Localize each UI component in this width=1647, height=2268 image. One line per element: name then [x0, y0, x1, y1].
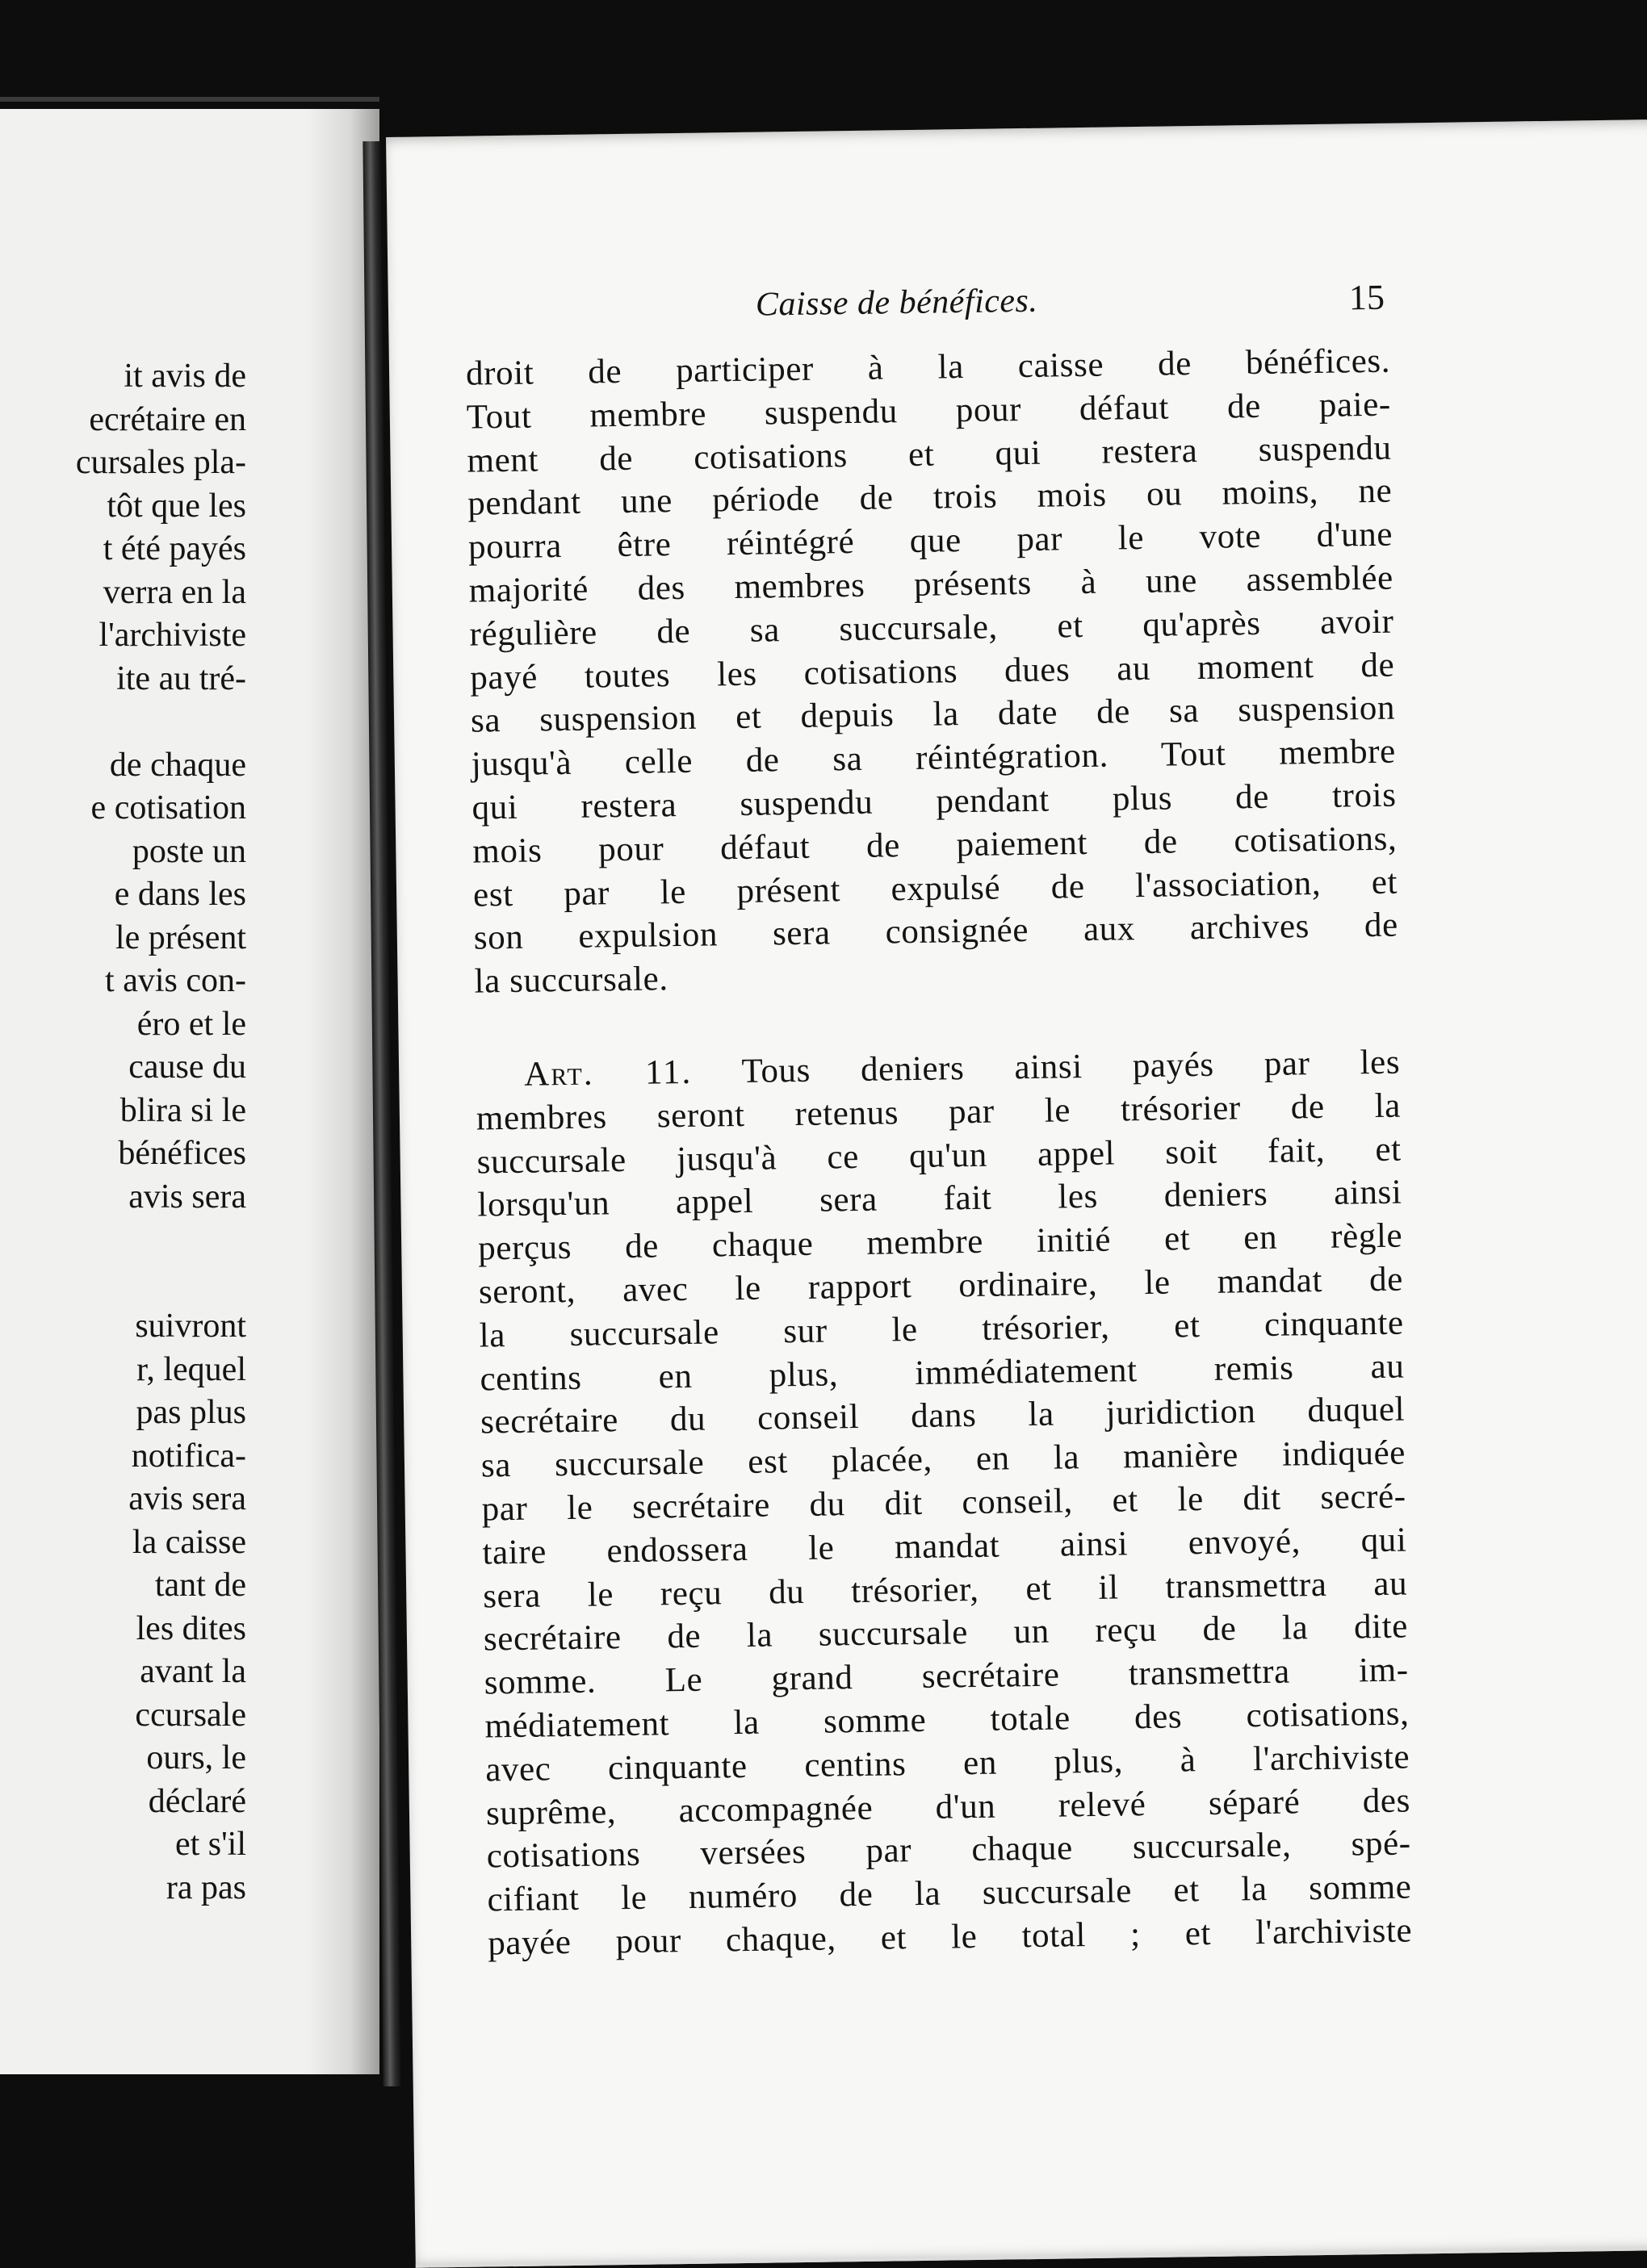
text-line: pourra être réintégré que par le vote d'une	[467, 515, 1393, 567]
text-line: la succursale sur le trésorier, et cinquante	[479, 1303, 1404, 1355]
facing-page-line: éro et le	[136, 1005, 246, 1043]
scan-edge	[0, 97, 379, 102]
text-line: suprême, accompagnée d'un relevé séparé des	[485, 1781, 1411, 1832]
text-line: médiatement la somme totale des cotisations,	[484, 1694, 1410, 1746]
text-line: son expulsion sera consignée aux archives de	[473, 906, 1399, 957]
text-line: est par le présent expulsé de l'association, et	[472, 863, 1398, 914]
facing-page-line: tant de	[154, 1567, 246, 1604]
facing-page-line: poste un	[132, 832, 246, 870]
facing-page-line: ecrétaire en	[89, 400, 246, 438]
paragraph-1	[466, 340, 1399, 1004]
page-bottom-edge	[416, 2246, 1647, 2267]
facing-page-line: déclaré	[148, 1782, 246, 1820]
facing-page-line: suivront	[135, 1308, 246, 1345]
facing-page-line: avis sera	[128, 1480, 246, 1517]
text-line: centins en plus, immédiatement remis au	[480, 1347, 1405, 1399]
facing-page-line: bénéfices	[118, 1135, 246, 1172]
facing-page-line: t avis con-	[105, 962, 246, 999]
text-line: Tout membre suspendu pour défaut de paie-	[466, 385, 1392, 437]
text-line: ment de cotisations et qui restera suspendu	[467, 429, 1392, 480]
text-line: jusqu'à celle de sa réintégration. Tout membre	[471, 732, 1397, 784]
page-15	[386, 119, 1647, 2268]
facing-page-line: cause du	[128, 1048, 246, 1086]
facing-page-line	[76, 701, 246, 744]
facing-page-line: verra en la	[103, 573, 246, 611]
text-line: secrétaire de la succursale un reçu de la dite	[483, 1607, 1409, 1659]
text-line: perçus de chaque membre initié et en règle	[477, 1216, 1403, 1268]
body-text	[466, 340, 1413, 1965]
text-line: sera le reçu du trésorier, et il transmettra au	[482, 1564, 1408, 1616]
facing-page-line: pas plus	[136, 1394, 246, 1431]
facing-page-line: e cotisation	[90, 789, 246, 826]
text-line: qui restera suspendu pendant plus de trois	[471, 776, 1397, 827]
facing-page-line: blira si le	[119, 1091, 246, 1129]
facing-page-line: notifica-	[131, 1437, 246, 1475]
facing-page-line: t été payés	[103, 530, 246, 567]
text-line: succursale jusqu'à ce qu'un appel soit fait, et	[476, 1130, 1402, 1182]
text-line: la succursale.	[474, 960, 668, 1001]
facing-page-line: l'archiviste	[98, 617, 246, 654]
text-line: régulière de sa succursale, et qu'après avoir	[469, 602, 1394, 654]
facing-page-line	[76, 1219, 246, 1262]
text-line: cotisations versées par chaque succursale, spé-	[486, 1824, 1411, 1876]
text-line: mois pour défaut de paiement de cotisations,	[472, 819, 1398, 871]
facing-page-line: cursales pla-	[75, 444, 246, 481]
facing-page-line: avant la	[140, 1653, 246, 1690]
facing-page-line: la caisse	[132, 1523, 246, 1561]
facing-page-line: ite au tré-	[116, 659, 246, 697]
text-line: payé toutes les cotisations dues au moment de	[470, 646, 1395, 697]
text-line: droit de participer à la caisse de bénéfices.	[465, 341, 1391, 393]
text-line: pendant une période de trois mois ou moins, ne	[467, 472, 1393, 524]
text-line: par le secrétaire du dit conseil, et le dit secré-	[481, 1477, 1406, 1529]
text-line: seront, avec le rapport ordinaire, le mandat de	[478, 1260, 1404, 1312]
text-line: secrétaire du conseil dans la juridiction duquel	[480, 1390, 1406, 1442]
facing-page-line: avis sera	[128, 1178, 246, 1216]
text-line: majorité des membres présents à une assemblée	[468, 559, 1394, 610]
facing-page-left	[0, 109, 379, 2074]
text-line: lorsqu'un appel sera fait les deniers ainsi	[477, 1173, 1402, 1224]
article-label: Art. 11.	[523, 1052, 693, 1094]
page-number: 15	[1348, 277, 1385, 318]
facing-page-line: ccursale	[135, 1696, 246, 1734]
text-line: payée pour chaque, et le total ; et l'archiviste	[487, 1911, 1413, 1963]
facing-page-line: de chaque	[109, 746, 246, 784]
facing-page-line: ours, le	[146, 1739, 246, 1776]
facing-page-line: les dites	[136, 1609, 246, 1647]
facing-page-line: it avis de	[124, 358, 246, 395]
text-line: taire endossera le mandat ainsi envoyé, qui	[482, 1521, 1407, 1572]
facing-page-line: et s'il	[174, 1826, 246, 1863]
facing-page-line	[76, 1262, 246, 1306]
facing-page-line: r, lequel	[136, 1350, 246, 1388]
text-line: avec cinquante centins en plus, à l'archiviste	[484, 1738, 1410, 1789]
text-line: membres seront retenus par le trésorier de la	[476, 1086, 1402, 1138]
facing-page-line: ra pas	[166, 1868, 246, 1906]
text-line: cifiant le numéro de la succursale et la somme	[487, 1868, 1412, 1919]
facing-page-line: e dans les	[114, 876, 246, 913]
article-first-line-text: Tous deniers ainsi payés par les	[741, 1043, 1401, 1090]
paragraph-article-11	[476, 1041, 1413, 1966]
facing-page-line: le présent	[115, 918, 246, 956]
text-line: sa succursale est placée, en la manière indiquée	[480, 1433, 1406, 1485]
facing-page-line: tôt que les	[107, 487, 246, 525]
text-line: sa suspension et depuis la date de sa suspension	[470, 688, 1396, 740]
running-head: Caisse de bénéfices.	[755, 282, 1038, 324]
text-line: somme. Le grand secrétaire transmettra im-	[484, 1651, 1409, 1702]
facing-page-text	[76, 355, 246, 1910]
